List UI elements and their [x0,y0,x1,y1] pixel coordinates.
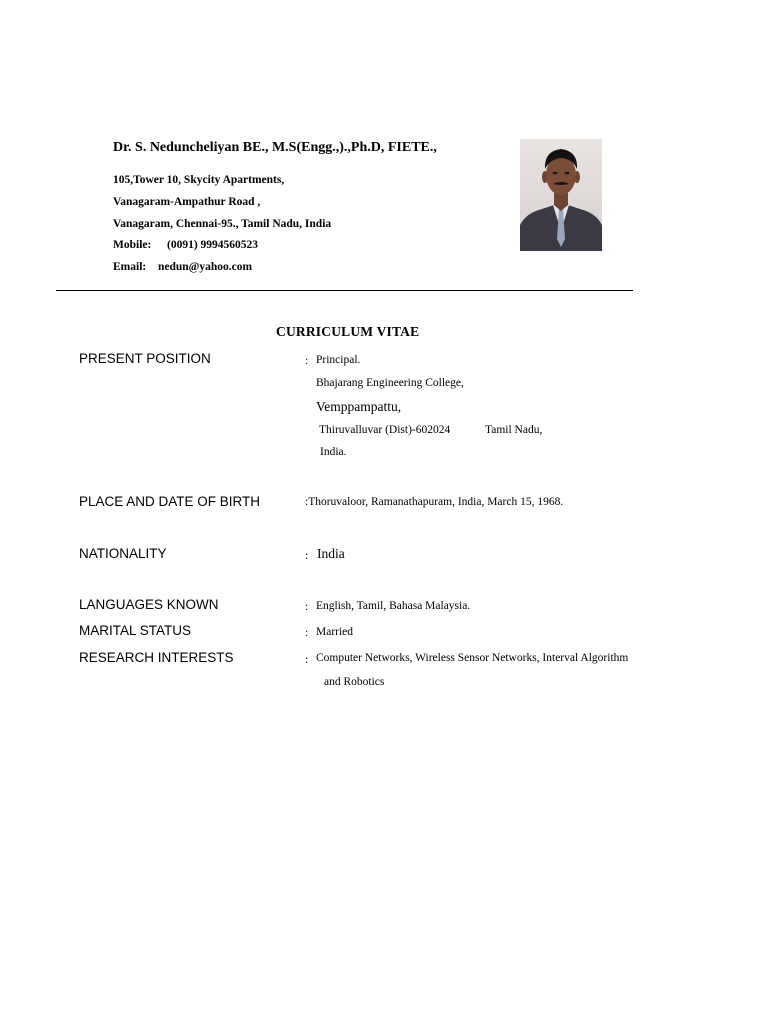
address-line-1: 105,Tower 10, Skycity Apartments, [113,174,285,186]
present-position-line-5: Tamil Nadu, [485,424,543,436]
label-nationality: NATIONALITY [79,546,167,561]
email-row [113,261,252,273]
label-research: RESEARCH INTERESTS [79,650,234,665]
email-label: Email: [113,261,147,273]
address-line-2: Vanagaram-Ampathur Road , [113,196,261,208]
header-divider [56,290,633,291]
marital-value: Married [316,626,354,638]
research-value-line-2: and Robotics [324,676,385,688]
address-line-3: Vanagaram, Chennai-95., Tamil Nadu, India [113,218,332,230]
present-position-line-4: Thiruvalluvar (Dist)-602024 [319,424,451,436]
label-marital: MARITAL STATUS [79,623,192,638]
mobile-row [113,239,258,251]
colon-nationality: : [305,548,309,562]
present-position-line-3: Vemppampattu, [316,399,402,414]
colon-research: : [305,652,309,666]
mobile-value: (0091) 9994560523 [167,239,259,251]
nationality-value: India [317,546,345,561]
label-present-position: PRESENT POSITION [79,351,211,366]
profile-photo [520,139,602,251]
present-position-line-2: Bhajarang Engineering College, [316,377,464,389]
languages-value: English, Tamil, Bahasa Malaysia. [316,600,471,612]
person-name: Dr. S. Neduncheliyan BE., M.S(Engg.,).,Ph.D, FIETE., [113,140,437,155]
present-position-line-6: India. [320,446,347,458]
colon-languages: : [305,599,309,613]
present-position-line-1: Principal. [316,354,361,366]
birth-value: :Thoruvaloor, Ramanathapuram, India, March 15, 1968. [305,496,564,508]
mobile-label: Mobile: [113,239,152,251]
colon-marital: : [305,625,309,639]
research-value-line-1: Computer Networks, Wireless Sensor Networks, Interval Algorithm [316,652,629,664]
label-birth: PLACE AND DATE OF BIRTH [79,494,261,509]
colon-present-position: : [305,353,309,367]
email-value: nedun@yahoo.com [158,261,253,273]
document-title: CURRICULUM VITAE [276,324,420,339]
label-languages: LANGUAGES KNOWN [79,597,219,612]
